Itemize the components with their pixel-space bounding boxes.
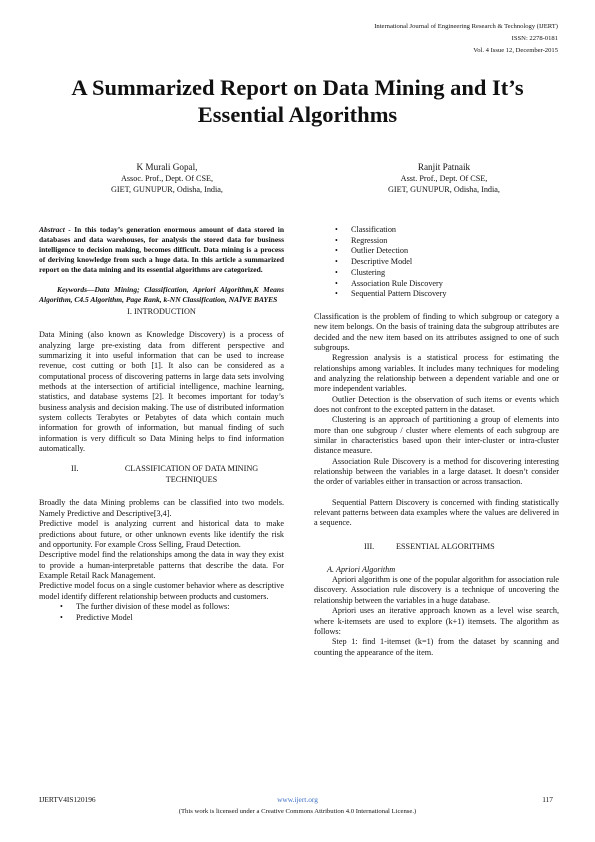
author-2-affiliation: Asst. Prof., Dept. Of CSE,	[400, 174, 488, 183]
author-2	[314, 162, 574, 195]
introduction-heading: I. INTRODUCTION	[127, 307, 196, 316]
algorithms-heading	[314, 542, 559, 553]
algorithms-heading-number: III.	[364, 541, 375, 551]
classification-paragraph-4: Predictive model focus on a single customer behavior where as descriptive model identify different relationship between products and customers.	[39, 581, 284, 601]
left-bullet-list	[39, 602, 284, 623]
classification-heading-line2: TECHNIQUES	[165, 474, 218, 484]
author-1-institution: GIET, GUNUPUR, Odisha, India,	[111, 185, 223, 194]
classification-paragraph-3: Descriptive model find the relationships among the data in way they exist to provide a human-interpretable patterns that describe the data. For Example Retail Rack Management.	[39, 550, 284, 580]
list-item: • The further division of these model as follows:	[39, 602, 284, 613]
keywords-text: Data Mining; Classification, Apriori Algorithm,K Means Algorithm, C4.5 Algorithm, Page Rank, k-NN Classification, NAÏVE BAYES	[39, 285, 284, 304]
list-item: • Predictive Model	[39, 613, 284, 624]
classification-heading-number: II.	[71, 464, 79, 474]
list-item: • Regression	[314, 236, 559, 247]
introduction-text: Data Mining (also known as Knowledge Discovery) is a process of analyzing large pre-existing data from different perspective and summarizing it into useful information that can be used to increase revenue, cost cutting or both [1]. It also can be considered as a computational process of discovering patterns in large data sets involving methods at the intersection of artificial intelligence, machine learning, statistics, and database systems [2]. It becomes important for today’s business analysis and decision making. The use of distributed information system collects Terabytes or Petabytes of data which contain much information for growth of information, but manual finding of such information is very difficult so Data Mining helps to find information automatically.	[39, 330, 284, 454]
volume-issue: Vol. 4 Issue 12, December-2015	[473, 47, 558, 54]
journal-name: International Journal of Engineering Research & Technology (IJERT)	[374, 23, 558, 30]
abstract-text: In this today’s generation enormous amount of data stored in databases and data warehouses, for analysis the stored data for business intelligence to decision making, becomes difficult. Data mining is a process of deriving knowledge from such a huge data. In this article a summarized report on the data mining and its essential algorithms are categorized.	[39, 225, 284, 274]
author-1-name: K Murali Gopal,	[136, 162, 198, 172]
left-column	[39, 225, 284, 623]
classification-heading-line1: CLASSIFICATION OF DATA MINING	[124, 464, 259, 474]
classification-heading	[39, 464, 284, 485]
author-2-name: Ranjit Patnaik	[417, 162, 471, 172]
right-column	[314, 225, 559, 658]
apriori-paragraph-2: Apriori uses an iterative approach known as a level wise search, where k-itemsets are used to explore (k+1) itemsets. The algorithm as follows:	[314, 606, 559, 636]
association-rule-definition: Association Rule Discovery is a method for discovering interesting relationship between the variables in a large dataset. It doesn’t consider the order of variables either in transaction or across transaction.	[314, 456, 559, 487]
list-item: • Sequential Pattern Discovery	[314, 289, 559, 300]
subsection-apriori: A. Apriori Algorithm	[327, 564, 396, 574]
title-line-2: Essential Algorithms	[197, 102, 398, 127]
author-1	[37, 162, 297, 195]
classification-definition: Classification is the problem of finding to which subgroup or category a new item belongs. On the basis of training data the subgroup attributes are decided and the new item based on its attributes assigned to one of such subgroups.	[314, 311, 559, 352]
abstract-label: Abstract -	[39, 225, 71, 234]
list-item: • Descriptive Model	[314, 257, 559, 268]
list-item: • Classification	[314, 225, 559, 236]
author-2-institution: GIET, GUNUPUR, Odisha, India,	[388, 185, 500, 194]
page-number: 117	[542, 795, 553, 804]
author-1-affiliation: Assoc. Prof., Dept. Of CSE,	[120, 174, 214, 183]
apriori-paragraph-3: Step 1: find 1-itemset (k=1) from the dataset by scanning and counting the appearance of the item.	[314, 637, 559, 657]
keywords-label: Keywords—	[57, 285, 95, 294]
algorithms-heading-text: ESSENTIAL ALGORITHMS	[396, 541, 495, 551]
license-notice: (This work is licensed under a Creative Commons Attribution 4.0 International License.)	[178, 808, 417, 815]
list-item: • Association Rule Discovery	[314, 279, 559, 290]
list-item: • Outlier Detection	[314, 246, 559, 257]
clustering-definition: Clustering is an approach of partitioning a group of elements into more than one subgroup / cluster where elements of each subgroup are similar in characteristics based upon their inter-cluster or intra-cluster distance measure.	[314, 415, 559, 456]
outlier-definition: Outlier Detection is the observation of such items or events which does not confront to the excepted pattern in the dataset.	[314, 394, 559, 415]
right-bullet-list	[314, 225, 559, 300]
abstract	[39, 225, 284, 275]
keywords	[39, 285, 284, 305]
list-item: • Clustering	[314, 268, 559, 279]
title-line-1: A Summarized Report on Data Mining and It’s	[71, 75, 524, 100]
paper-id: IJERTV4IS120196	[39, 795, 96, 804]
paper-title	[40, 74, 555, 128]
sequential-pattern-definition: Sequential Pattern Discovery is concerned with finding statistically relevant patterns between data examples where the values are delivered in a sequence.	[314, 497, 559, 528]
journal-website-link[interactable]: www.ijert.org	[277, 795, 318, 804]
issn: ISSN: 2278-0181	[511, 35, 558, 42]
classification-paragraph-1: Broadly the data Mining problems can be classified into two models. Namely Predictive and Descriptive[3,4].	[39, 498, 284, 518]
regression-definition: Regression analysis is a statistical process for estimating the relationships among variables. It includes many techniques for modeling and analyzing the relationship between a dependent variable and one or more independent variables.	[314, 353, 559, 394]
classification-paragraph-2: Predictive model is analyzing current and historical data to make predictions about future, or other unknown events like identify the risk and opportunity. For example Cross Selling, Fraud Detection.	[39, 519, 284, 549]
apriori-paragraph-1: Apriori algorithm is one of the popular algorithm for association rule discovery. Association rule discovery is a technique of uncovering the relationship between the variables in a huge database.	[314, 575, 559, 605]
